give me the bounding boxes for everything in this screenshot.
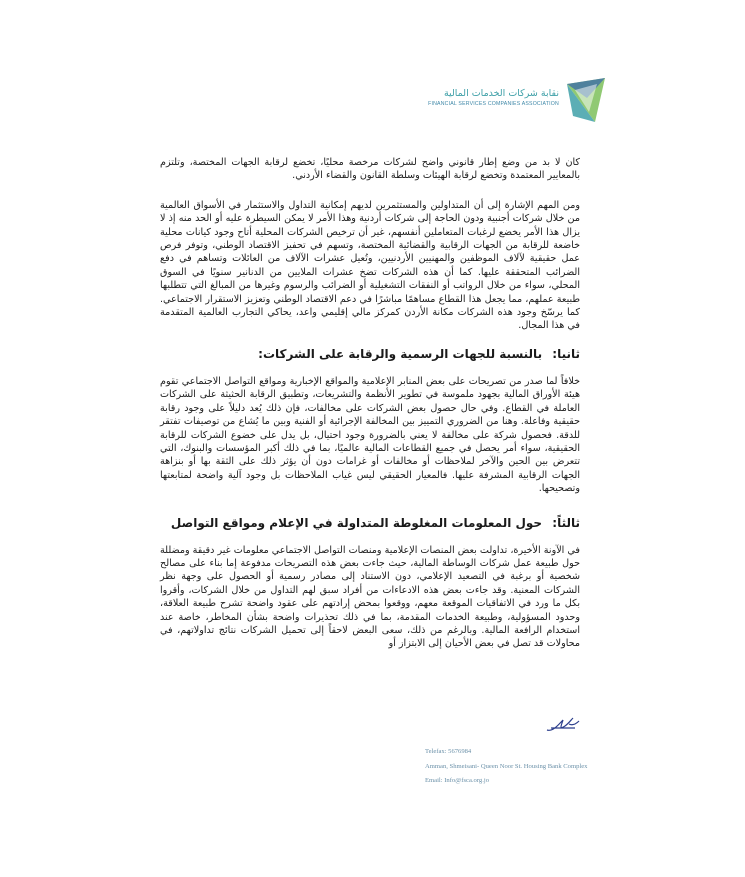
section-heading-misinformation bbox=[160, 516, 580, 530]
paragraph-regulation: خلافاً لما صدر من تصريحات على بعض المنابر الإعلامية والمواقع الإخبارية ومواقع التواصل الاجتماعي تقوم هيئة الأوراق المالية بجهود ملموسة في تطوير الأنظمة والتشريعات، وتطبيق الرقابة الحثيثة على الشركات العاملة في القطاع. وفي حال حصول بعض الشركات على مخالفات، فإن ذلك يُعد دليلاً على وجود رقابة حقيقية وفاعلة. وهنا من الضروري التمييز بين المخالفة الإجرائية أو الفنية وبين ما يُشاع من توصيفات تفتقر للدقة. فحصول شركة على مخالفة لا يعني بالضرورة وجود احتيال، بل يدل على خضوع الشركات للرقابة الحقيقية، سواء أمر يحصل في جميع القطاعات المالية عالميًا، بما في ذلك أكبر المؤسسات والبنوك، التي تتعرض بين الحين والآخر لملاحظات أو مخالفات أو غرامات دون أن يؤثر ذلك على الثقة بها أو بنزاهة الجهات الرقابية المشرفة عليها. فالمعيار الحقيقي ليس غياب الملاحظات بل وجود آلية واضحة لمتابعتها وتصحيحها. bbox=[160, 375, 580, 495]
section-heading-official-bodies bbox=[160, 347, 580, 361]
footer-contact bbox=[425, 745, 587, 789]
paragraph-legal-framework: كان لا بد من وضع إطار قانوني واضح لشركات مرخصة محليًا، تخضع لرقابة الجهات المختصة، وتلتزم بالمعايير المعتمدة وتخضع لرقابة الهيئات وسلطة القانون والقضاء الأردني. bbox=[160, 157, 580, 182]
logo-mark-icon bbox=[565, 76, 607, 124]
section-title: بالنسبة للجهات الرسمية والرقابة على الشركات: bbox=[258, 346, 543, 361]
footer-email: Email: Info@fsca.org.jo bbox=[425, 777, 489, 784]
section-number: ثانيا: bbox=[552, 346, 580, 361]
logo-english-name: FINANCIAL SERVICES COMPANIES ASSOCIATION bbox=[428, 101, 559, 107]
paragraph-misinformation: في الآونة الأخيرة، تداولت بعض المنصات الإعلامية ومنصات التواصل الاجتماعي معلومات غير دقيقة ومضللة حول طبيعة عمل شركات الوساطة المالية، حيث جاءت بعض هذه التصريحات مدفوعة إما بناء على مصالح شخصية أو برغبة في التصعيد الإعلامي، دون الاستناد إلى مصادر رسمية أو الحصول على وجهة نظر الشركات المعنية. وقد جاءت بعض هذه الادعاءات من أفراد سبق لهم التداول من خلال الشركات، وأقروا بكل ما ورد في الاتفاقيات الموقعة معهم، ووقعوا بمحض إرادتهم على عقود واضحة تشرح طبيعة العلاقة، وحدود المسؤولية، وطبيعة الخدمات المقدمة، بما في ذلك تحذيرات واضحة بشأن المخاطر، خاصة عند استخدام الرافعة المالية. وبالرغم من ذلك، سعى البعض لاحقاً إلى تحميل الشركات نتائج تداولاتهم، في محاولات قد تصل في بعض الأحيان إلى الابتزاز أو bbox=[160, 544, 580, 650]
section-title: حول المعلومات المغلوطة المتداولة في الإعلام ومواقع التواصل bbox=[170, 515, 543, 530]
logo-arabic-name: نقابة شركات الخدمات المالية bbox=[443, 88, 559, 99]
footer-address: Amman, Shmeisani- Queen Noor St. Housing Bank Complex bbox=[425, 762, 588, 770]
section-number: ثالثاً: bbox=[552, 515, 580, 530]
association-logo bbox=[428, 76, 607, 124]
signature-icon bbox=[545, 714, 581, 736]
letter-body bbox=[160, 156, 580, 651]
logo-text bbox=[428, 88, 559, 107]
footer-telefax: Telefax: 5676984 bbox=[425, 748, 472, 755]
paragraph-local-companies: ومن المهم الإشارة إلى أن المتداولين والمستثمرين لديهم إمكانية التداول والاستثمار في الأسواق العالمية من خلال شركات أجنبية ودون الحاجة إلى شركات أردنية وهذا الأمر لا يمكن السيطرة عليه أو الحد منه إذ لا يزال هذا الأمر يخضع لرغبات المتعاملين أنفسهم، غير أن ترخيص الشركات المحلية أتاح وجود كيانات محلية خاضعة للرقابة من الجهات الرقابية والقضائية المختصة، وتسهم في تحفيز الاقتصاد الوطني، وتوفر فرص عمل حقيقية لآلاف الموظفين والمهنيين الأردنيين، وتُعيل عشرات الآلاف من العائلات وتساهم في دفع الضرائب المتحققة عليها. كما أن هذه الشركات تضخ عشرات الملايين من الدنانير سنويًا في السوق المحلي، سواء من خلال الرواتب أو النفقات التشغيلية أو الضرائب والرسوم وغيرها من المبالغ التي تتطلبها طبيعة عملهم، مما يجعل هذا القطاع مساهمًا مباشرًا في دعم الاقتصاد الوطني وتعزيز الاستقرار الاجتماعي. كما يرسّخ وجود هذه الشركات مكانة الأردن كمركز مالي إقليمي واعد، يحاكي التجارب العالمية المتقدمة في هذا المجال. bbox=[160, 199, 580, 332]
